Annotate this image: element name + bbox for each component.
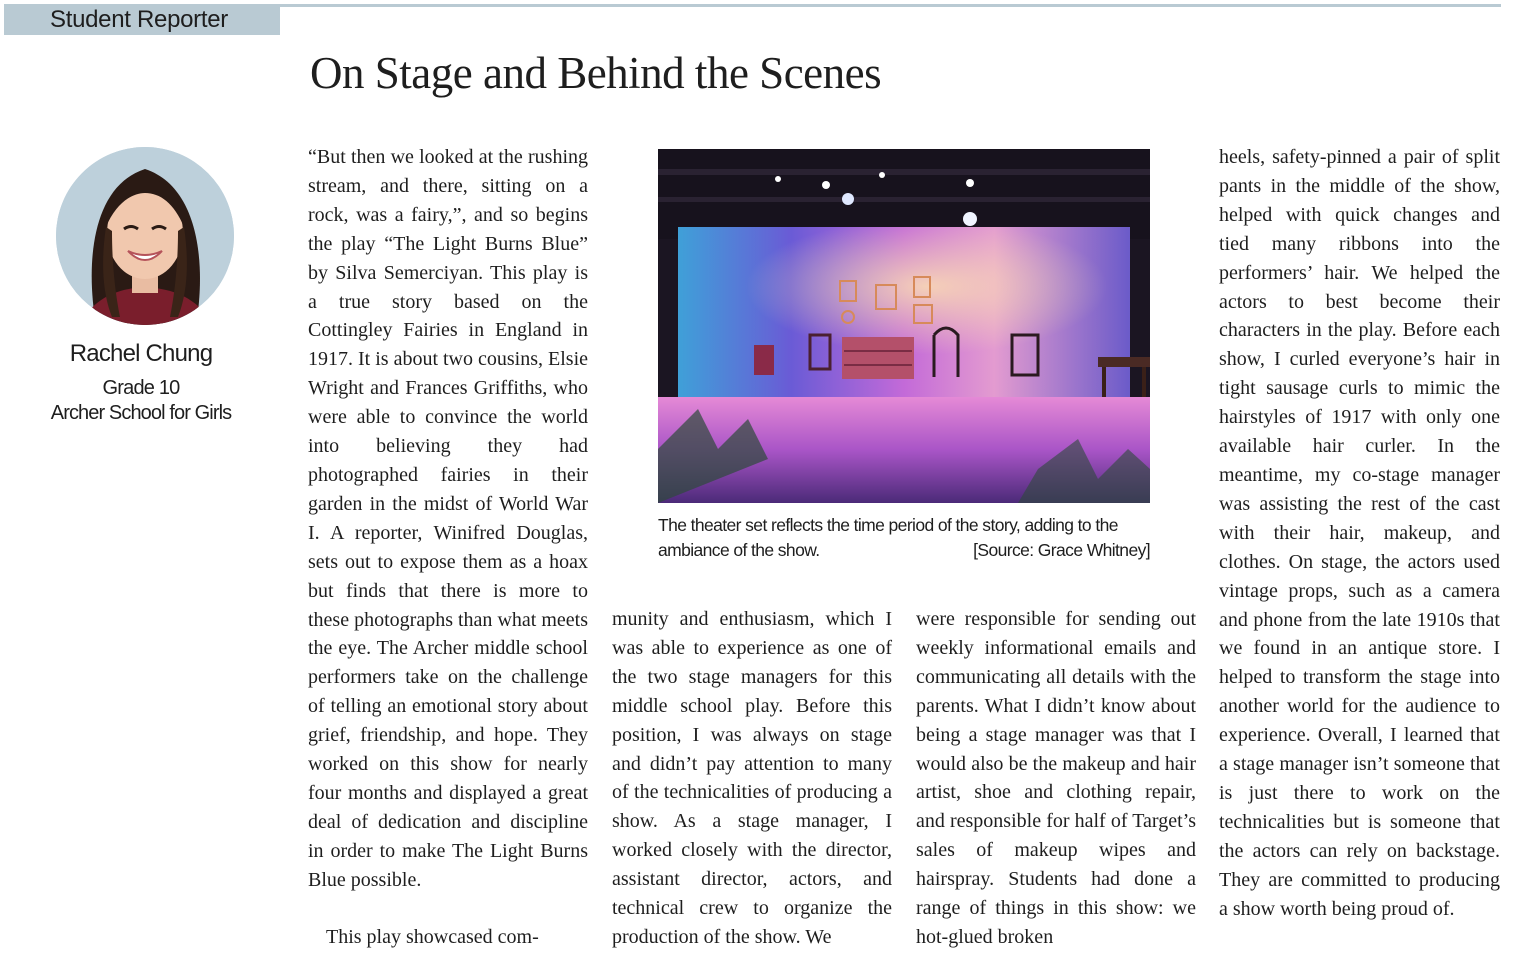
photo-caption-line-1: The theater set reflects the time period of the story, adding to the [658,515,1118,535]
paragraph-intro: “But then we looked at the rushing stream, and there, sitting on a rock, was a fairy,”, and so begins the play “The Light Burns Blue” by Silva Semerciyan. This play is a true story based on the Cottingley Fairies in England in 1917. It is about two cousins, Elsie Wright and Frances Griffiths, who were able to convince the world into believing they had photographed fairies in their garden in the midst of World War I. A reporter, Winifred Douglas, sets out to expose them as a hoax but finds that there is more to these photographs than what meets the eye. The Archer middle school performers take on the challenge of telling an emotional story about grief, friendship, and hope. They worked on this show for nearly four months and displayed a great deal of dedication and discipline in order to make The Light Burns Blue possible. [308,146,588,891]
author-grade: Grade 10 [102,377,180,399]
photo-caption-end: ambiance of the show. [658,540,820,560]
author-school: Archer School for Girls [50,402,232,424]
theater-stage-illustration [658,149,1150,503]
article-column-1 [308,143,588,952]
author-name: Rachel Chung [69,340,213,367]
author-avatar [56,147,234,325]
article-title: On Stage and Behind the Scenes [310,48,882,98]
paragraph-second-start: This play showcased com- [326,926,539,949]
photo-caption [658,513,1150,563]
article-column-2 [612,605,892,952]
article-column-3 [916,605,1196,952]
author-portrait-illustration [56,147,234,325]
photo-caption-line-2 [658,538,1150,563]
theater-set-photo [658,149,1150,503]
paragraph-col3: were responsible for sending out weekly informational emails and communicating all details with the parents. What I didn’t know about being a stage manager was that I would also be the makeup and hair artist, shoe and clothing repair, and responsible for half of Target’s sales of makeup wipes and hairspray. Students had done a range of things in this show: we hot-glued broken [916,608,1196,948]
paragraph-col4: heels, safety-pinned a pair of split pants in the middle of the show, helped with quick changes and tied many ribbons into the performers’ hair. We helped the actors to best become their characters in the play. Before each show, I curled everyone’s hair in tight sausage curls to mimic the hairstyles of 1917 with only one available hair curler. In the meantime, my co-stage manager was assisting the rest of the cast with their hair, makeup, and clothes. On stage, the actors used vintage props, such as a camera and phone from the late 1910s that we found in an antique store. I helped to transform the stage into another world for the audience to experience. Overall, I learned that a stage manager isn’t someone that is just there to work on the technicalities but is someone that the actors can rely on backstage. They are committed to producing a show worth being proud of. [1219,146,1500,920]
photo-source-credit: [Source: Grace Whitney] [973,540,1150,560]
article-column-4 [1219,143,1500,923]
paragraph-spacer [308,895,588,924]
paragraph-col2: munity and enthusiasm, which I was able to experience as one of the two stage managers for this middle school play. Before this position, I was always on stage and didn’t pay attention to many of the technicalities of producing a show. As a stage manager, I worked closely with the director, assistant director, actors, and technical crew to organize the production of the show. We [612,608,892,948]
section-tag: Student Reporter [4,4,280,35]
